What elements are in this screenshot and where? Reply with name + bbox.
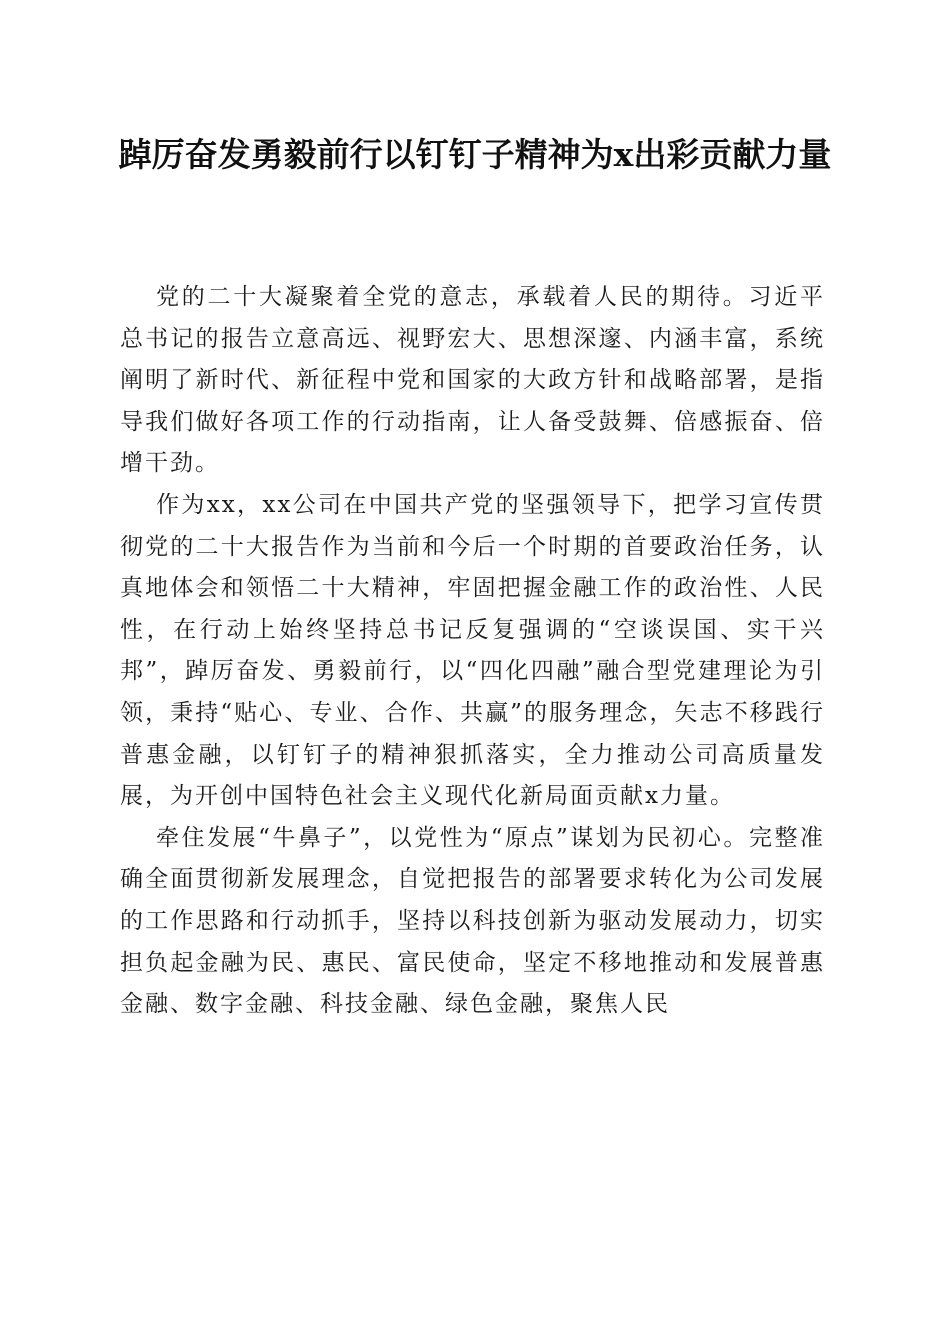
document-title: 踔厉奋发勇毅前行以钉钉子精神为x出彩贡献力量 — [118, 135, 832, 174]
paragraph-1: 党的二十大凝聚着全党的意志，承载着人民的期待。习近平总书记的报告立意高远、视野宏大、思想深邃、内涵丰富，系统阐明了新时代、新征程中党和国家的大政方针和战略部署，是指导我们做好各项工作的行动指南，让人备受鼓舞、倍感振奋、倍增干劲。 — [120, 284, 825, 477]
paragraph-3: 牵住发展“牛鼻子”，以党性为“原点”谋划为民初心。完整准确全面贯彻新发展理念，自觉把报告的部署要求转化为公司发展的工作思路和行动抓手，坚持以科技创新为驱动发展动力，切实担负起金融为民、惠民、富民使命，坚定不移地推动和发展普惠金融、数字金融、科技金融、绿色金融，聚焦人民 — [120, 824, 825, 1018]
document-body — [120, 277, 825, 1026]
paragraph-2: 作为xx，xx公司在中国共产党的坚强领导下，把学习宣传贯彻党的二十大报告作为当前和今后一个时期的首要政治任务，认真地体会和领悟二十大精神，牢固把握金融工作的政治性、人民性，在行动上始终坚持总书记反复强调的“空谈误国、实干兴邦”，踔厉奋发、勇毅前行，以“四化四融”融合型党建理论为引领，秉持“贴心、专业、合作、共赢”的服务理念，矢志不移践行普惠金融，以钉钉子的精神狠抓落实，全力推动公司高质量发展，为开创中国特色社会主义现代化新局面贡献x力量。 — [120, 491, 825, 810]
